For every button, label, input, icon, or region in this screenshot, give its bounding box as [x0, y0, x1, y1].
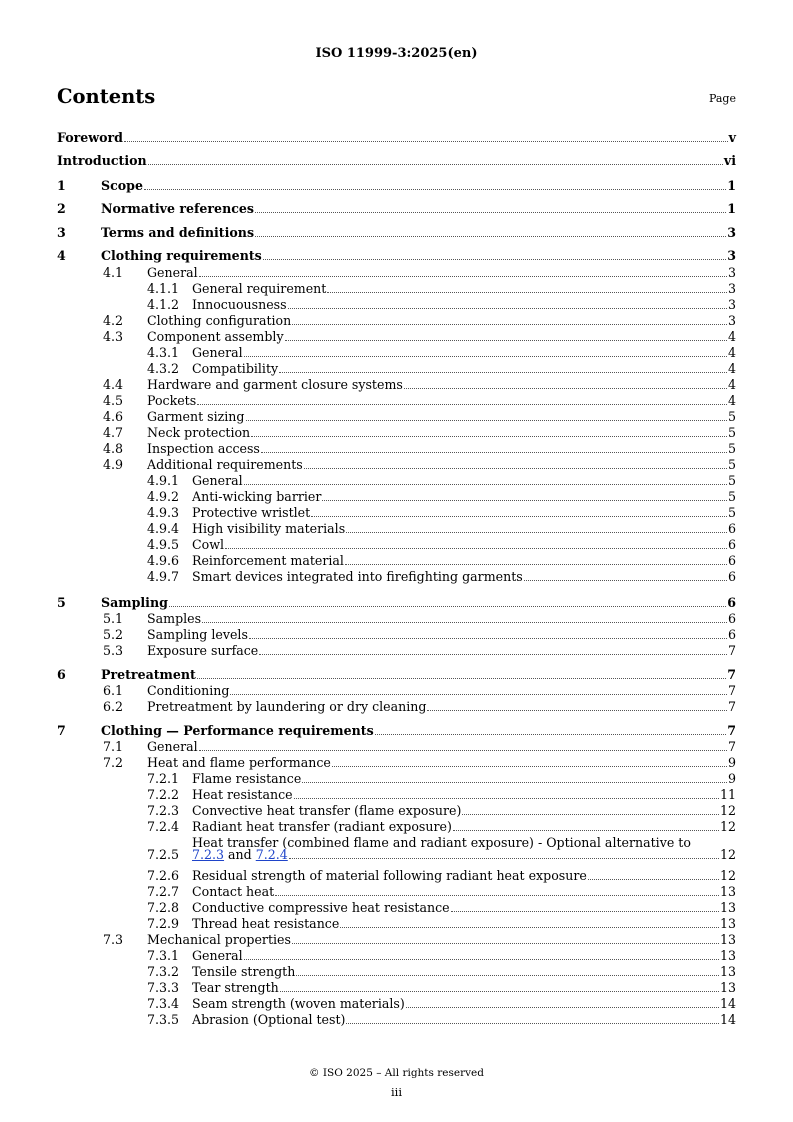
- dot-leader: [346, 1022, 719, 1024]
- dot-leader: [292, 942, 719, 944]
- toc-page-number: 5: [727, 457, 736, 472]
- toc-entry-title: Normative references: [101, 201, 255, 216]
- toc-entry-title: Pockets: [147, 393, 197, 408]
- toc-entry-number: 4.3: [103, 329, 124, 344]
- toc-entry-title: Pretreatment by laundering or dry cleaning: [147, 699, 427, 714]
- toc-entry-title: Additional requirements: [147, 457, 303, 472]
- toc-entry-number: 4.1.2: [147, 297, 180, 312]
- toc-page-number: vi: [723, 153, 736, 168]
- dot-leader: [451, 910, 719, 912]
- dot-leader: [280, 990, 719, 992]
- toc-entry-number: 4.9: [103, 457, 124, 472]
- toc-entry-title: General: [192, 473, 243, 488]
- toc-entry-number: 1: [57, 178, 66, 193]
- dot-leader: [345, 563, 727, 565]
- toc-entry-title: Garment sizing: [147, 409, 245, 424]
- toc-page-number: 6: [727, 569, 736, 584]
- dot-leader: [453, 829, 719, 831]
- toc-page-number: 4: [727, 329, 736, 344]
- toc-page-number: 5: [727, 425, 736, 440]
- page-column-label: Page: [708, 92, 736, 105]
- toc-entry-title: Scope: [101, 178, 143, 193]
- toc-entry-title: Abrasion (Optional test): [192, 1012, 346, 1027]
- toc-entry-title: Introduction: [57, 153, 147, 168]
- toc-entry-title: Flame resistance: [192, 771, 302, 786]
- toc-entry-number: 4.9.6: [147, 553, 180, 568]
- toc-entry-title: Component assembly: [147, 329, 284, 344]
- toc-entry-title: Innocuousness: [192, 297, 287, 312]
- toc-entry-title: Heat transfer (combined flame and radiant exposure) - Optional alternative to: [192, 835, 691, 850]
- toc-entry-number: 4.9.5: [147, 537, 180, 552]
- toc-page-number: 3: [727, 248, 736, 263]
- toc-entry-title: Tear strength: [192, 980, 279, 995]
- cross-reference-link[interactable]: 7.2.4: [255, 847, 288, 862]
- dot-leader: [311, 515, 727, 517]
- toc-page-number: 13: [719, 884, 736, 899]
- toc-entry-title: Residual strength of material following radiant heat exposure: [192, 868, 587, 883]
- toc-page-number: 6: [727, 627, 736, 642]
- dot-leader: [124, 140, 728, 142]
- toc-page-number: 7: [727, 739, 736, 754]
- toc-entry-title: Sampling levels: [147, 627, 248, 642]
- dot-leader: [289, 857, 719, 859]
- toc-entry-title: Clothing — Performance requirements: [101, 723, 374, 738]
- toc-entry-title: Pretreatment: [101, 667, 196, 682]
- toc-entry-title: General: [192, 948, 243, 963]
- toc-page-number: 5: [727, 473, 736, 488]
- toc-page-number: 7: [727, 723, 736, 738]
- toc-entry-number: 4.3.1: [147, 345, 180, 360]
- dot-leader: [251, 435, 727, 437]
- toc-entry-number: 4.7: [103, 425, 124, 440]
- dot-leader: [199, 749, 727, 751]
- contents-heading: Contents: [57, 85, 156, 108]
- toc-entry-title: Neck protection: [147, 425, 251, 440]
- dot-leader: [346, 531, 727, 533]
- toc-entry-number: 4.9.4: [147, 521, 180, 536]
- toc-entry-number: 4.2: [103, 313, 124, 328]
- toc-entry-title: General: [192, 345, 243, 360]
- toc-entry-number: 6.1: [103, 683, 124, 698]
- dot-leader: [406, 1006, 719, 1008]
- toc-entry-number: 7.3: [103, 932, 124, 947]
- toc-entry-title: High visibility materials: [192, 521, 346, 536]
- dot-leader: [169, 605, 726, 607]
- toc-page-number: 3: [727, 265, 736, 280]
- dot-leader: [294, 797, 719, 799]
- toc-page-number: 5: [727, 489, 736, 504]
- dot-leader: [199, 275, 727, 277]
- toc-entry-number: 4.9.7: [147, 569, 180, 584]
- toc-entry-number: 7.2.6: [147, 868, 180, 883]
- dot-leader: [279, 371, 727, 373]
- toc-page-number: 7: [727, 667, 736, 682]
- toc-page-number: 4: [727, 393, 736, 408]
- dot-leader: [275, 894, 719, 896]
- toc-entry-number: 4.1: [103, 265, 124, 280]
- dot-leader: [255, 235, 726, 237]
- toc-entry-title: Hardware and garment closure systems: [147, 377, 403, 392]
- dot-leader: [296, 974, 719, 976]
- dot-leader: [144, 188, 726, 190]
- toc-entry-title: Seam strength (woven materials): [192, 996, 405, 1011]
- toc-page-number: 4: [727, 345, 736, 360]
- toc-entry-title: Foreword: [57, 130, 123, 145]
- toc-entry-title: Clothing configuration: [147, 313, 292, 328]
- toc-page-number: 13: [719, 964, 736, 979]
- toc-entry-title: Clothing requirements: [101, 248, 262, 263]
- toc-entry-number: 7.2.7: [147, 884, 180, 899]
- toc-entry-number: 7.3.4: [147, 996, 180, 1011]
- dot-leader: [340, 926, 719, 928]
- dot-leader: [244, 483, 727, 485]
- dot-leader: [332, 765, 727, 767]
- toc-entry-number: 7.2.8: [147, 900, 180, 915]
- toc-entry-title: General requirement: [192, 281, 327, 296]
- toc-page-number: 6: [727, 611, 736, 626]
- dot-leader: [197, 403, 727, 405]
- toc-entry-title: Cowl: [192, 537, 225, 552]
- dot-leader: [263, 258, 726, 260]
- dot-leader: [524, 579, 727, 581]
- toc-page-number: 13: [719, 916, 736, 931]
- toc-entry-title: General: [147, 739, 198, 754]
- dot-leader: [375, 733, 727, 735]
- dot-leader: [304, 467, 727, 469]
- toc-page-number: 13: [719, 932, 736, 947]
- toc-entry-title: Conditioning: [147, 683, 230, 698]
- dot-leader: [259, 653, 727, 655]
- toc-entry-number: 4.1.1: [147, 281, 180, 296]
- toc-page-number: 3: [727, 225, 736, 240]
- document-id-header: ISO 11999-3:2025(en): [315, 46, 478, 61]
- toc-page-number: 9: [727, 771, 736, 786]
- dot-leader: [288, 307, 727, 309]
- toc-page-number: 3: [727, 297, 736, 312]
- toc-page-number: 4: [727, 361, 736, 376]
- dot-leader: [327, 291, 727, 293]
- dot-leader: [302, 781, 727, 783]
- toc-entry-number: 4: [57, 248, 66, 263]
- toc-entry-title: Conductive compressive heat resistance: [192, 900, 450, 915]
- toc-page-number: 7: [727, 699, 736, 714]
- toc-page-number: 12: [719, 803, 736, 818]
- copyright-notice: © ISO 2025 – All rights reserved: [309, 1067, 484, 1079]
- toc-entry-title: Compatibility: [192, 361, 279, 376]
- toc-entry-title: Mechanical properties: [147, 932, 291, 947]
- toc-page-number: 13: [719, 980, 736, 995]
- toc-page-number: 6: [727, 537, 736, 552]
- toc-entry-number: 6: [57, 667, 66, 682]
- toc-entry-number: 4.9.3: [147, 505, 180, 520]
- toc-entry-title: Anti-wicking barrier: [192, 489, 322, 504]
- dot-leader: [404, 387, 727, 389]
- toc-page-number: v: [728, 130, 736, 145]
- toc-page-number: 13: [719, 948, 736, 963]
- toc-entry-title: Protective wristlet: [192, 505, 311, 520]
- toc-entry-number: 7.2.5: [147, 847, 180, 862]
- toc-entry-number: 3: [57, 225, 66, 240]
- dot-leader: [261, 451, 727, 453]
- toc-entry-number: 4.5: [103, 393, 124, 408]
- toc-page-number: 7: [727, 643, 736, 658]
- toc-entry-title: Samples: [147, 611, 202, 626]
- toc-page-number: 14: [719, 996, 736, 1011]
- toc-entry-number: 7.2.4: [147, 819, 180, 834]
- dot-leader: [244, 958, 719, 960]
- toc-page-number: 4: [727, 377, 736, 392]
- toc-page-number: 6: [727, 521, 736, 536]
- dot-leader: [255, 211, 726, 213]
- toc-entry-title: Radiant heat transfer (radiant exposure): [192, 819, 452, 834]
- toc-page-number: 5: [727, 441, 736, 456]
- toc-entry-title: Heat resistance: [192, 787, 293, 802]
- toc-entry-title: Terms and definitions: [101, 225, 255, 240]
- toc-entry-number: 7.1: [103, 739, 124, 754]
- toc-entry-number: 7.3.5: [147, 1012, 180, 1027]
- dot-leader: [427, 709, 727, 711]
- toc-entry-number: 4.6: [103, 409, 124, 424]
- toc-entry-title: Contact heat: [192, 884, 275, 899]
- toc-entry-number: 4.9.2: [147, 489, 180, 504]
- toc-entry-title: Smart devices integrated into firefighting garments: [192, 569, 523, 584]
- dot-leader: [292, 323, 727, 325]
- conjunction-text: and: [224, 847, 256, 862]
- toc-page-number: 1: [727, 201, 736, 216]
- toc-entry-title: General: [147, 265, 198, 280]
- toc-entry-number: 5.3: [103, 643, 124, 658]
- dot-leader: [202, 621, 727, 623]
- dot-leader: [230, 693, 727, 695]
- toc-entry-number: 7.2.1: [147, 771, 180, 786]
- toc-page-number: 9: [727, 755, 736, 770]
- toc-entry-number: 7.2.9: [147, 916, 180, 931]
- toc-page-number: 11: [719, 787, 736, 802]
- toc-entry-title: Tensile strength: [192, 964, 296, 979]
- toc-entry-number: 5.2: [103, 627, 124, 642]
- dot-leader: [462, 813, 719, 815]
- dot-leader: [588, 878, 719, 880]
- toc-entry-number: 2: [57, 201, 66, 216]
- toc-entry-number: 7.3.3: [147, 980, 180, 995]
- toc-page-number: 6: [727, 553, 736, 568]
- cross-reference-link[interactable]: 7.2.3: [192, 847, 225, 862]
- dot-leader: [322, 499, 727, 501]
- toc-entry-title: Convective heat transfer (flame exposure): [192, 803, 462, 818]
- toc-entry-number: 7.3.2: [147, 964, 180, 979]
- toc-entry-number: 6.2: [103, 699, 124, 714]
- dot-leader: [197, 677, 726, 679]
- toc-entry-title: Thread heat resistance: [192, 916, 340, 931]
- toc-page-number: 3: [727, 281, 736, 296]
- toc-entry-title: Reinforcement material: [192, 553, 344, 568]
- dot-leader: [148, 163, 723, 165]
- toc-entry-number: 7.2: [103, 755, 124, 770]
- toc-entry-title: Sampling: [101, 595, 168, 610]
- toc-page-number: 1: [727, 178, 736, 193]
- toc-entry-number: 5: [57, 595, 66, 610]
- toc-entry-number: 4.8: [103, 441, 124, 456]
- toc-page-number: 5: [727, 409, 736, 424]
- toc-entry-number: 7.2.3: [147, 803, 180, 818]
- toc-entry-title: Heat and flame performance: [147, 755, 331, 770]
- toc-entry-number: 4.4: [103, 377, 124, 392]
- dot-leader: [285, 339, 727, 341]
- toc-entry-number: 5.1: [103, 611, 124, 626]
- toc-page-number: 12: [719, 868, 736, 883]
- dot-leader: [244, 355, 727, 357]
- toc-page-number: 7: [727, 683, 736, 698]
- toc-page-number: 3: [727, 313, 736, 328]
- dot-leader: [225, 547, 727, 549]
- toc-page-number: 13: [719, 900, 736, 915]
- toc-page-number: 12: [719, 847, 736, 862]
- toc-page-number: 5: [727, 505, 736, 520]
- toc-page-number: 14: [719, 1012, 736, 1027]
- toc-entry-title: Exposure surface: [147, 643, 259, 658]
- dot-leader: [249, 637, 727, 639]
- page-number: iii: [390, 1085, 403, 1099]
- toc-page-number: 12: [719, 819, 736, 834]
- toc-entry-number: 7: [57, 723, 66, 738]
- toc-entry-number: 7.3.1: [147, 948, 180, 963]
- dot-leader: [246, 419, 727, 421]
- toc-entry-number: 4.9.1: [147, 473, 180, 488]
- toc-page-number: 6: [727, 595, 736, 610]
- toc-entry-number: 7.2.2: [147, 787, 180, 802]
- toc-entry-title: Inspection access: [147, 441, 260, 456]
- toc-entry-number: 4.3.2: [147, 361, 180, 376]
